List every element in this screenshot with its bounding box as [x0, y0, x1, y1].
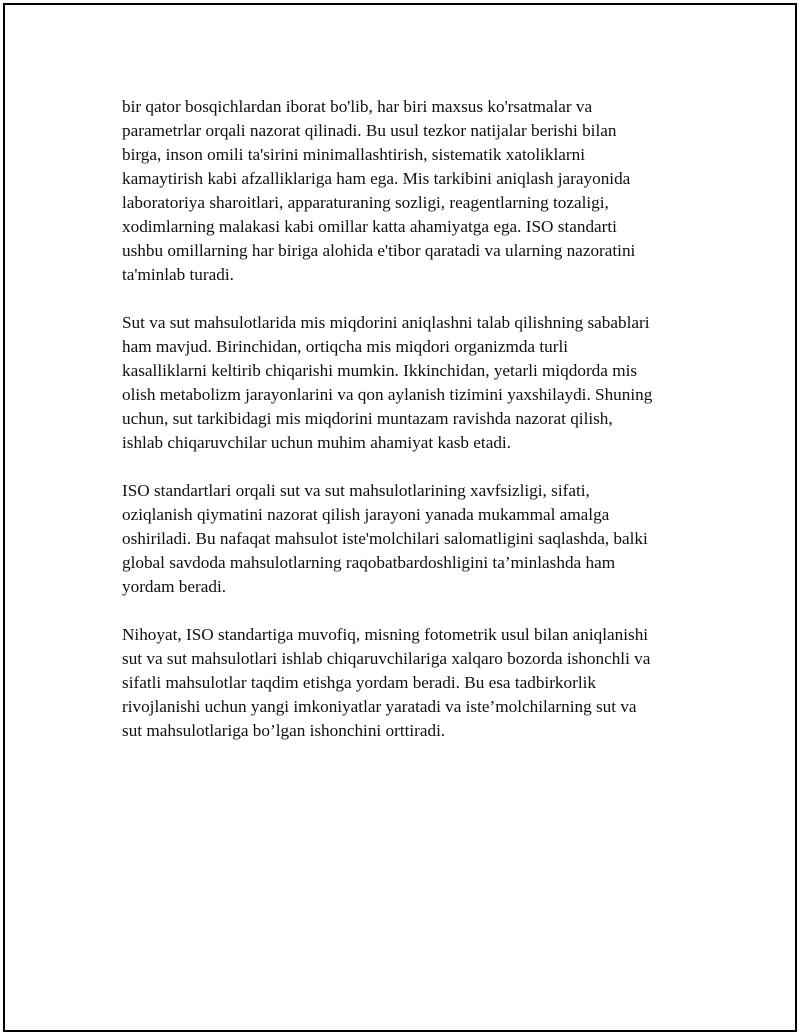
text-line: olish metabolizm jarayonlarini va qon aylanish tizimini yaxshilaydi. Shuning	[122, 385, 653, 404]
text-line: ushbu omillarning har biriga alohida e'tibor qaratadi va ularning nazoratini	[122, 241, 636, 260]
text-line: ta'minlab turadi.	[122, 265, 234, 284]
text-line: parametrlar orqali nazorat qilinadi. Bu usul tezkor natijalar berishi bilan	[122, 121, 617, 140]
text-line: sut mahsulotlariga bo’lgan ishonchini orttiradi.	[122, 721, 446, 740]
text-line: kasalliklarni keltirib chiqarishi mumkin. Ikkinchidan, yetarli miqdorda mis	[122, 361, 638, 380]
text-line: xodimlarning malakasi kabi omillar katta ahamiyatga ega. ISO standarti	[122, 217, 617, 236]
text-line: ham mavjud. Birinchidan, ortiqcha mis miqdori organizmda turli	[122, 337, 568, 356]
text-line: global savdoda mahsulotlarning raqobatbardoshligini ta’minlashda ham	[122, 553, 616, 572]
text-line: oziqlanish qiymatini nazorat qilish jarayoni yanada mukammal amalga	[122, 505, 610, 524]
text-line: Nihoyat, ISO standartiga muvofiq, misning fotometrik usul bilan aniqlanishi	[122, 625, 649, 644]
text-line: yordam beradi.	[122, 577, 227, 596]
text-line: bir qator bosqichlardan iborat bo'lib, har biri maxsus ko'rsatmalar va	[122, 97, 593, 116]
text-line: Sut va sut mahsulotlarida mis miqdorini aniqlashni talab qilishning sabablari	[122, 313, 650, 332]
paragraph-2	[122, 311, 702, 455]
text-line: laboratoriya sharoitlari, apparaturaning sozligi, reagentlarning tozaligi,	[122, 193, 609, 212]
paragraph-1	[122, 95, 702, 287]
paragraph-3	[122, 479, 702, 599]
page-frame	[3, 3, 797, 1032]
text-line: kamaytirish kabi afzalliklariga ham ega. Mis tarkibini aniqlash jarayonida	[122, 169, 631, 188]
document-body	[122, 95, 702, 767]
text-line: sut va sut mahsulotlari ishlab chiqaruvchilariga xalqaro bozorda ishonchli va	[122, 649, 651, 668]
text-line: uchun, sut tarkibidagi mis miqdorini muntazam ravishda nazorat qilish,	[122, 409, 613, 428]
text-line: oshiriladi. Bu nafaqat mahsulot iste'molchilari salomatligini saqlashda, balki	[122, 529, 648, 548]
text-line: birga, inson omili ta'sirini minimallashtirish, sistematik xatoliklarni	[122, 145, 585, 164]
text-line: ishlab chiqaruvchilar uchun muhim ahamiyat kasb etadi.	[122, 433, 511, 452]
text-line: sifatli mahsulotlar taqdim etishga yordam beradi. Bu esa tadbirkorlik	[122, 673, 596, 692]
text-line: ISO standartlari orqali sut va sut mahsulotlarining xavfsizligi, sifati,	[122, 481, 590, 500]
paragraph-4	[122, 623, 702, 743]
text-line: rivojlanishi uchun yangi imkoniyatlar yaratadi va iste’molchilarning sut va	[122, 697, 637, 716]
